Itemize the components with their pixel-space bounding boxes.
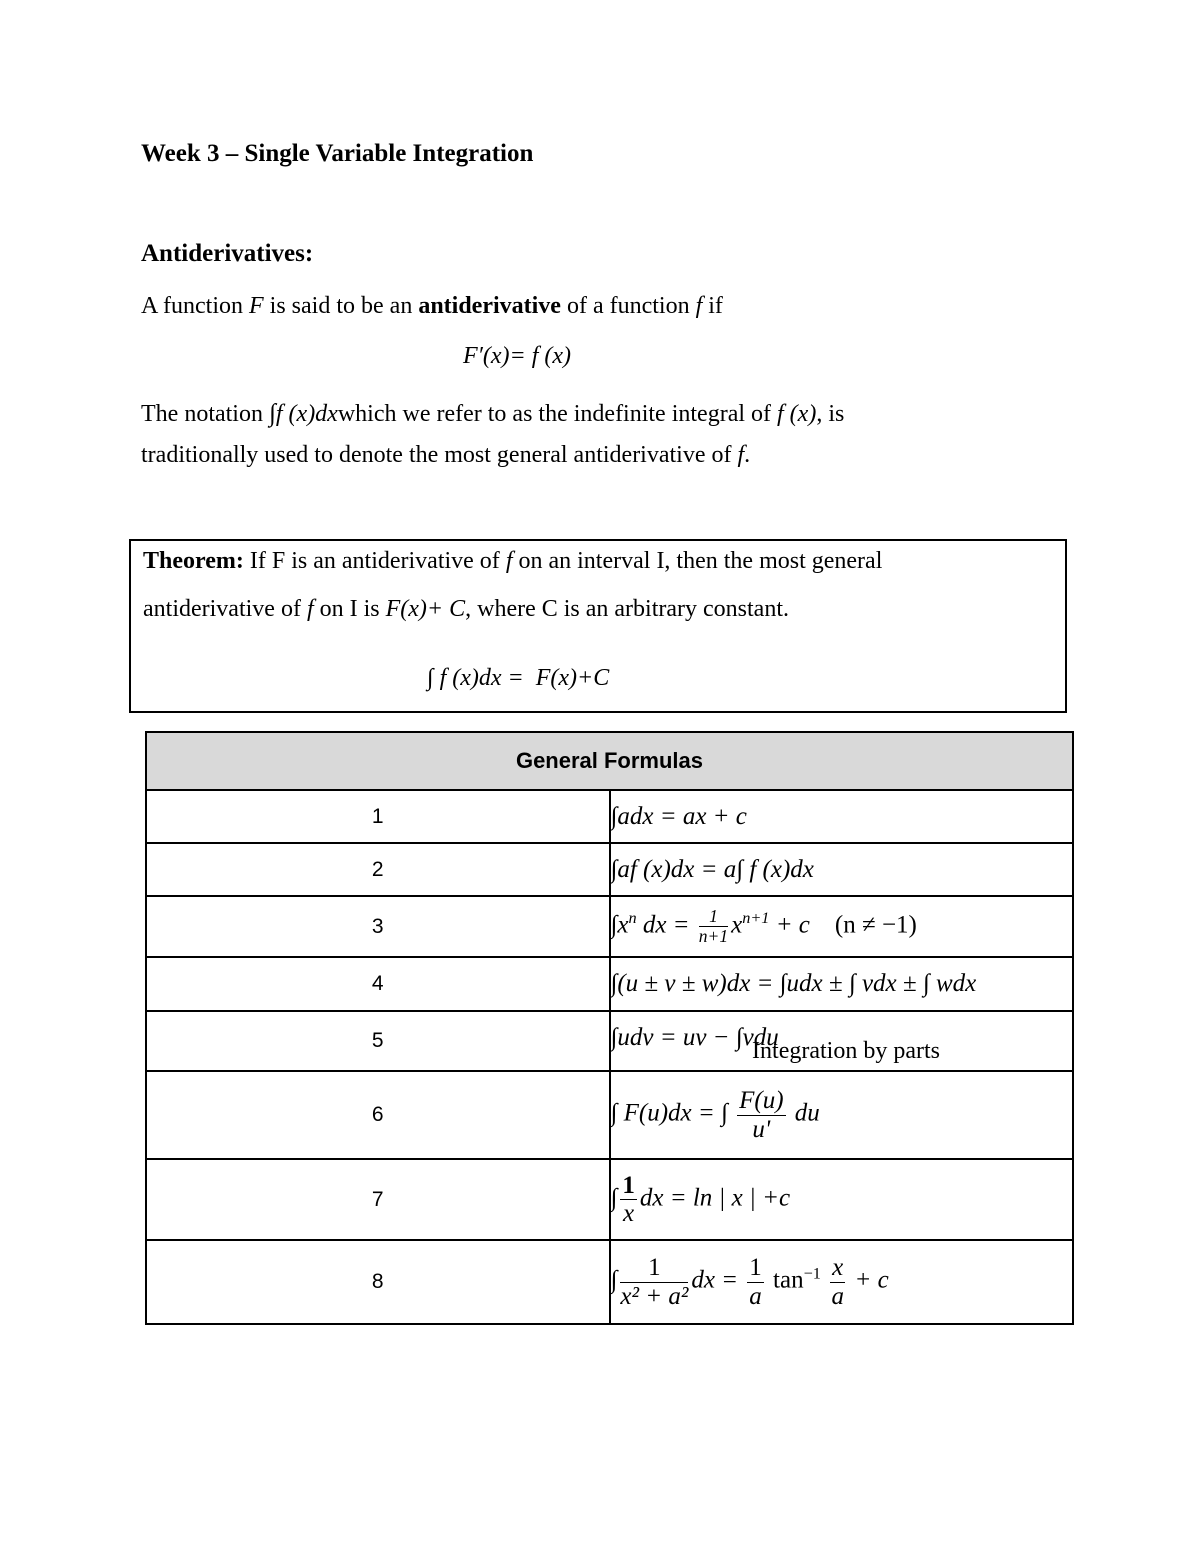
def-text-1: A function [141,293,243,319]
fraction-numerator: 1 [622,1171,635,1199]
formula-number: 4 [146,957,610,1011]
table-row [146,1159,1073,1240]
theorem-text-2: on an interval I, then the most general [518,548,883,574]
theorem-symbol-f-2: f [306,596,314,622]
formula-exponent: −1 [803,1264,821,1283]
formula-part: dx = [642,911,690,939]
theorem-expr: F(x)+ C [385,596,466,622]
fraction-denominator: x² + a² [620,1282,689,1310]
theorem-equation-right: F(x)+C [535,665,610,691]
fraction [747,1254,764,1310]
section-heading: Antiderivatives: [141,240,314,267]
notation-text-3: , is [816,401,845,427]
formula-cell [610,1011,1074,1071]
formula-exponent: n+1 [742,908,770,927]
notation-text-2: which we refer to as the indefinite integral of [337,401,772,427]
fraction-numerator: F(u) [739,1087,784,1114]
notation-text-4: traditionally used to denote the most general antiderivative of [141,442,732,468]
theorem-text-3: antiderivative of [143,596,301,622]
integral-symbol: ∫ [268,400,276,427]
fraction-numerator: x [832,1254,844,1281]
formula-text: ∫udv = uv − ∫vdu [610,1024,779,1051]
theorem-line-1 [143,548,882,575]
table-row [146,896,1073,957]
formula-number: 6 [146,1071,610,1159]
formula-cell: ∫(u ± v ± w)dx = ∫udx ± ∫ vdx ± ∫ wdx [610,957,1074,1011]
formula-number: 1 [146,790,610,843]
theorem-text-4: on I is [319,596,380,622]
fraction [620,1254,688,1310]
notation-f: f [737,442,745,468]
def-text-2: is said to be an [269,293,413,319]
theorem-equation-left: ∫ f (x)dx = [427,665,524,691]
theorem-label: Theorem: [143,548,244,574]
formula-number: 2 [146,843,610,896]
def-symbol-f: f [695,293,703,319]
theorem-line-2 [143,596,789,623]
theorem-text-5: , where C is an arbitrary constant. [465,596,790,622]
formula-exponent: n [628,908,637,927]
page-title: Week 3 – Single Variable Integration [141,140,534,167]
formula-part: dx = [691,1266,739,1294]
formula-cell: ∫af (x)dx = a∫ f (x)dx [610,843,1074,896]
table-row [146,1011,1073,1071]
formula-part: + c [775,911,810,939]
formula-number: 7 [146,1159,610,1240]
notation-line-1 [141,400,844,428]
def-text-3: of a function [566,293,690,319]
table-row [146,843,1073,896]
def-term-antiderivative: antiderivative [418,293,561,319]
definition-equation: F′(x)= f (x) [463,343,572,369]
formula-cell [610,896,1074,957]
theorem-text-1: If F is an antiderivative of [249,548,500,574]
fraction-denominator: a [831,1282,844,1310]
formula-cell [610,1159,1074,1240]
formula-part: tan [773,1266,804,1294]
fraction-numerator: 1 [749,1254,762,1281]
fraction [737,1087,785,1143]
theorem-box [129,539,1067,713]
fraction [830,1254,845,1310]
formula-part: + c [854,1266,889,1294]
formula-cell [610,1240,1074,1324]
table-header: General Formulas [146,732,1073,790]
theorem-symbol-f: f [505,548,513,574]
formula-part: ∫x [610,911,629,939]
formula-part: dx = ln | x | +c [639,1184,791,1212]
formula-part: x [731,911,743,939]
formula-number: 8 [146,1240,610,1324]
notation-text-1: The notation [141,401,263,427]
fraction-denominator: n+1 [698,926,729,946]
formula-part: du [794,1099,820,1127]
notation-line-2 [141,442,750,469]
notation-fx: f (x) [777,401,817,427]
integration-by-parts-note: Integration by parts [752,1038,940,1064]
formula-part: ∫ [610,1266,618,1294]
fraction-denominator: u' [752,1115,771,1143]
fraction-numerator: 1 [620,1254,688,1283]
general-formulas-table [145,731,1074,1325]
notation-expr: f (x)dx [275,401,338,427]
fraction-numerator: 1 [699,907,728,927]
table-row [146,1240,1073,1324]
table-row [146,790,1073,843]
formula-part: ∫ [610,1184,618,1212]
def-symbol-F: F [249,293,264,319]
table-row [146,957,1073,1011]
definition-line [141,293,723,320]
def-text-4: if [708,293,723,319]
fraction-denominator: a [749,1282,762,1310]
fraction [699,907,728,947]
formula-number: 3 [146,896,610,957]
formula-condition: (n ≠ −1) [834,911,917,939]
table-header-row [146,732,1073,790]
notation-period: . [744,442,751,468]
table-row [146,1071,1073,1159]
formula-cell: ∫adx = ax + c [610,790,1074,843]
formula-part: ∫ F(u)dx = ∫ [610,1099,728,1127]
formula-cell [610,1071,1074,1159]
fraction-denominator: x [623,1200,635,1227]
theorem-equation [427,665,609,692]
formula-number: 5 [146,1011,610,1071]
fraction [620,1172,637,1228]
